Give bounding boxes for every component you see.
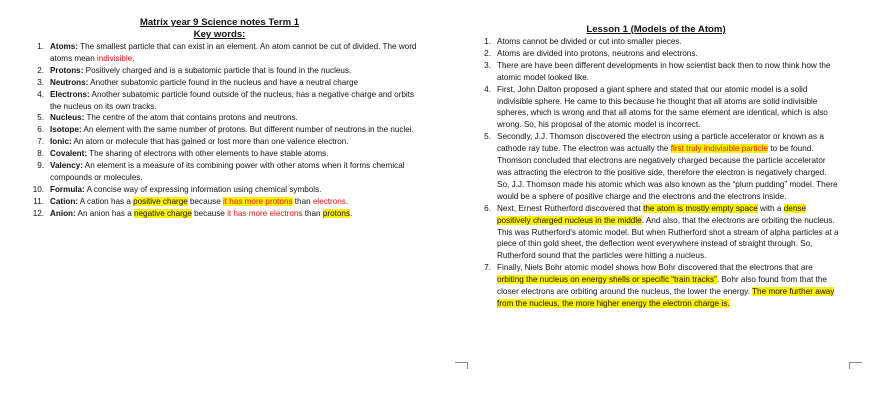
item-number: 9. — [37, 161, 44, 171]
key-term: Covalent: — [50, 149, 88, 159]
item-text: A cation has a — [77, 196, 134, 206]
notes-title: Matrix year 9 Science notes Term 1 — [139, 17, 300, 28]
item-number: 2. — [484, 48, 491, 58]
item-text: The centre of the atom that contains protons and neutrons. — [84, 113, 298, 123]
right-list-item — [472, 84, 840, 132]
highlighted-text: The more further away from the nucleus, the more higher energy the electron charge is. — [497, 287, 835, 308]
highlighted-text: electrons — [312, 196, 346, 206]
lesson-page — [472, 0, 840, 310]
key-term: Electrons: — [50, 89, 90, 99]
item-text: to be found. Thomson concluded that electrons are negatively charged because the particle accelerator was attracting the electron to the positive side, therefore the electron is negatively charged. So, J.J. Thomson made his atomic which was also known as the “plum pudding” model. There would be a sphere of positive charge and the electrons and the electrons inside. — [497, 144, 838, 201]
item-text: . — [345, 196, 349, 206]
item-text: An anion has a — [75, 208, 135, 218]
item-text: Positively charged and is a subatomic particle that is found in the nucleus. — [83, 65, 352, 75]
key-term: Isotope: — [50, 125, 82, 135]
right-list-item — [472, 36, 840, 48]
item-number: 7. — [37, 137, 44, 147]
key-words-page — [22, 0, 417, 220]
page-corner-mark — [849, 362, 862, 369]
highlighted-text: it has more protons — [222, 196, 293, 206]
item-text: A concise way of expressing information using chemical symbols. — [84, 184, 322, 194]
item-number: 1. — [484, 37, 491, 46]
highlighted-text: first truly indivisible particle — [670, 144, 769, 154]
highlighted-text: indivisible — [96, 53, 133, 63]
highlighted-text: the atom is mostly empty space — [643, 203, 758, 213]
key-term: Cation: — [50, 196, 78, 206]
left-list-item — [22, 208, 417, 220]
left-list-item — [22, 89, 417, 113]
item-text: An element with the same number of protons. But different number of neutrons in the nuclei. — [81, 125, 414, 135]
item-text: Next, Ernest Rutherford discovered that — [497, 203, 644, 213]
item-text: . — [349, 208, 353, 218]
item-text: than — [292, 196, 313, 206]
highlighted-text: negative charge — [134, 208, 192, 218]
item-text: First, John Dalton proposed a giant sphere and stated that our atomic model is a solid indivisible sphere. He came to this because he thought that all atoms are solid indivisible spheres, which is wrong and that all atoms for the same element are identical, which is also wrong. So, his proposal of the atomic model is incorrect. — [497, 84, 828, 130]
item-number: 10. — [32, 184, 44, 194]
key-term: Anion: — [50, 208, 76, 218]
left-list-item — [22, 112, 417, 124]
right-list-item — [472, 48, 840, 60]
left-list-item — [22, 77, 417, 89]
item-text: The smallest particle that can exist in an element. An atom cannot be cut of divided. The word atoms mean — [50, 42, 417, 63]
key-term: Neutrons: — [50, 77, 89, 87]
item-text: Atoms cannot be divided or cut into smaller pieces. — [497, 37, 682, 46]
key-words-list — [22, 41, 417, 220]
item-number: 4. — [37, 89, 44, 99]
item-text: An atom or molecule that has gained or lost more than one valence electron. — [71, 137, 349, 147]
item-number: 6. — [484, 203, 491, 213]
highlighted-text: protons — [322, 208, 350, 218]
item-number: 4. — [484, 84, 491, 94]
right-list-item — [472, 203, 840, 263]
item-number: 2. — [37, 65, 44, 75]
item-text: because — [191, 208, 228, 218]
left-list-item — [22, 196, 417, 208]
left-list-item — [22, 184, 417, 196]
item-number: 11. — [33, 196, 44, 206]
key-words-heading: Key words: — [193, 29, 246, 40]
highlighted-text: positive charge — [133, 196, 188, 206]
key-term: Formula: — [50, 184, 85, 194]
item-text: . — [132, 53, 135, 63]
item-text: with a — [757, 203, 784, 213]
key-term: Protons: — [50, 65, 84, 75]
item-number: 3. — [37, 77, 44, 87]
key-term: Ionic: — [50, 137, 72, 147]
item-number: 3. — [484, 60, 491, 70]
right-list-item — [472, 131, 840, 202]
item-text: There are have been different developments in how scientist back then to now think how the atomic model looked like. — [497, 60, 831, 82]
item-text: Finally, Niels Bohr atomic model shows how Bohr discovered that the electrons that are — [497, 263, 813, 273]
left-list-item — [22, 41, 417, 65]
item-number: 5. — [37, 113, 44, 123]
item-text: Atoms are divided into protons, neutrons and electrons. — [497, 48, 698, 58]
item-text: An element is a measure of its combining power with other atoms when it forms chemical compounds or molecules. — [50, 161, 405, 182]
left-list-item — [22, 65, 417, 77]
item-number: 8. — [37, 149, 44, 159]
left-list-item — [22, 136, 417, 148]
lesson-list — [472, 36, 840, 310]
item-text: Secondly, J.J. Thomson discovered the electron using a particle accelerator or known as a cathode ray tube. The electron was actually the — [497, 132, 824, 154]
item-text: The sharing of electrons with other elements to have stable atoms. — [87, 149, 329, 159]
item-number: 5. — [484, 132, 491, 142]
right-list-item — [472, 60, 840, 84]
page-corner-mark — [455, 362, 468, 369]
item-text: Another subatomic particle found in the nucleus and have a neutral charge — [88, 77, 359, 87]
item-text: . And also, that the electrons are orbiting the nucleus. This was Rutherford’s atomic model. But when Rutherford shot a stream of alpha particles at a piece of thin gold sheet, the deflection went everywhere instead of straight through. So, Rutherford sound that the particles were hitting a nucleus. — [497, 215, 839, 261]
item-text: than — [302, 208, 323, 218]
left-list-item — [22, 124, 417, 136]
item-text: because — [187, 196, 223, 206]
left-list-item — [22, 160, 417, 184]
highlighted-text: dense positively charged nucleus in the middle — [497, 203, 807, 225]
right-list-item — [472, 262, 840, 310]
lesson-title: Lesson 1 (Models of the Atom) — [586, 24, 726, 35]
item-number: 1. — [37, 42, 44, 51]
item-number: 7. — [484, 263, 491, 273]
highlighted-text: orbiting the nucleus on energy shells or specific “train tracks” — [497, 275, 717, 285]
key-term: Atoms: — [50, 42, 78, 51]
item-number: 12. — [32, 208, 44, 218]
key-term: Valency: — [50, 161, 83, 171]
highlighted-text: it has more electrons — [227, 208, 303, 218]
item-number: 6. — [37, 125, 44, 135]
left-list-item — [22, 148, 417, 160]
item-text: Another subatomic particle found outside of the nucleus, has a negative charge and orbits the nucleus on its own tracks. — [50, 89, 415, 111]
item-text: . Bohr also found from that the closer electrons are orbiting around the nucleus, the lower the energy. — [497, 275, 827, 297]
key-term: Nucleus: — [50, 113, 85, 123]
